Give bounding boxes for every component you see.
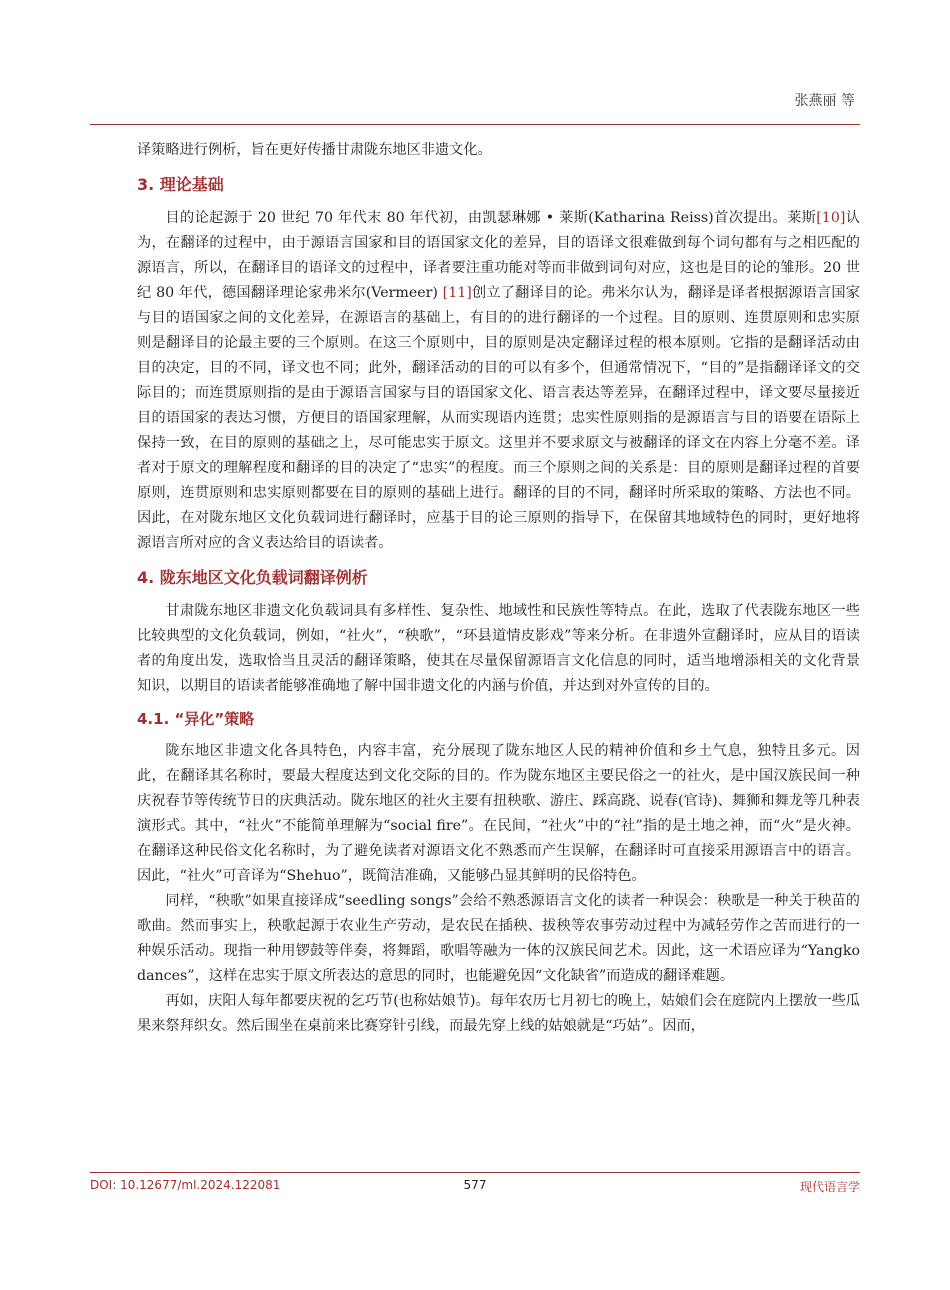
doi-link[interactable]: DOI: 10.12677/ml.2024.122081	[90, 1178, 281, 1192]
citation-link-11[interactable]: [11]	[442, 285, 472, 301]
paragraph-shehuo: 陇东地区非遗文化各具特色，内容丰富，充分展现了陇东地区人民的精神价值和乡土气息，独特且多元。因此，在翻译其名称时，要最大程度达到文化交际的目的。作为陇东地区主要民俗之一的社火，是中国汉族民间一种庆祝春节等传统节日的庆典活动。陇东地区的社火主要有扭秧歌、游庄、踩高跷、说春(官诗)、舞狮和舞龙等几种表演形式。其中，“社火”不能简单理解为“social fire”。在民间，“社火”中的“社”指的是土地之神，而“火”是火神。在翻译这种民俗文化名称时，为了避免读者对源语文化不熟悉而产生误解，在翻译时可直接采用源语言中的语言。因此，“社火”可音译为“Shehuo”，既简洁准确，又能够凸显其鲜明的民俗特色。	[137, 743, 860, 884]
section-heading-examples: 4. 陇东地区文化负载词翻译例析	[137, 568, 368, 587]
header-rule	[90, 124, 860, 125]
citation-link-10[interactable]: [10]	[816, 210, 846, 226]
paragraph-culture-words: 甘肃陇东地区非遗文化负载词具有多样性、复杂性、地域性和民族性等特点。在此，选取了代表陇东地区一些比较典型的文化负载词，例如，“社火”，“秧歌”，“环县道情皮影戏”等来分析。在非遗外宣翻译时，应从目的语读者的角度出发，选取恰当且灵活的翻译策略，使其在尽量保留源语言文化信息的同时，适当地增添相关的文化背景知识，以期目的语读者能够准确地了解中国非遗文化的内涵与价值，并达到对外宣传的目的。	[137, 603, 860, 694]
section-heading-theory: 3. 理论基础	[137, 175, 224, 194]
footer-rule	[90, 1172, 860, 1173]
paragraph-qiqiao: 再如，庆阳人每年都要庆祝的乞巧节(也称姑娘节)。每年农历七月初七的晚上，姑娘们会在庭院内上摆放一些瓜果来祭拜织女。然后围坐在桌前来比赛穿针引线，而最先穿上线的姑娘就是“巧姑”。因而，	[137, 993, 860, 1034]
subsection-heading-foreignization: 4.1. “异化”策略	[137, 710, 255, 728]
page-number: 577	[463, 1178, 487, 1192]
paragraph-continued: 译策略进行例析，旨在更好传播甘肃陇东地区非遗文化。	[137, 142, 492, 158]
journal-name[interactable]: 现代语言学	[799, 1180, 860, 1194]
paragraph-text: 目的论起源于 20 世纪 70 年代末 80 年代初，由凯瑟琳娜 • 莱斯(Katharina Reiss)首次提出。莱斯	[165, 210, 817, 226]
paragraph-skopos-theory	[137, 206, 860, 556]
article-body	[137, 138, 860, 1039]
header-author: 张燕丽 等	[794, 93, 855, 109]
paragraph-text: 创立了翻译目的论。弗米尔认为，翻译是译者根据源语言国家与目的语国家之间的文化差异，在源语言的基础上，有目的的进行翻译的一个过程。目的原则、连贯原则和忠实原则是翻译目的论最主要的三个原则。在这三个原则中，目的原则是决定翻译过程的根本原则。它指的是翻译活动由目的决定，目的不同，译文也不同；此外，翻译活动的目的可以有多个，但通常情况下，“目的”是指翻译译文的交际目的；而连贯原则指的是由于源语言国家与目的语国家文化、语言表达等差异，在翻译过程中，译文要尽量接近目的语国家的表达习惯，方便目的语国家理解，从而实现语内连贯；忠实性原则指的是源语言与目的语要在语际上保持一致，在目的原则的基础之上，尽可能忠实于原文。这里并不要求原文与被翻译的译文在内容上分毫不差。译者对于原文的理解程度和翻译的目的决定了“忠实”的程度。而三个原则之间的关系是：目的原则是翻译过程的首要原则，连贯原则和忠实原则都要在目的原则的基础上进行。翻译的目的不同，翻译时所采取的策略、方法也不同。因此，在对陇东地区文化负载词进行翻译时，应基于目的论三原则的指导下，在保留其地域特色的同时，更好地将源语言所对应的含义表达给目的语读者。	[137, 285, 860, 551]
paragraph-text: 认为，在翻译的过程中，由于源语言国家和目的语国家文化的差异，目的语译文很难做到每个词句都有与之相匹配的源语言，所以，在翻译目的语译文的过程中，译者要注重功能对等而非做到词句对应，这也是目的论的雏形。20 世纪 80 年代，德国翻译理论家弗米尔(Vermeer)	[137, 210, 860, 301]
paragraph-yangko: 同样，“秧歌”如果直接译成“seedling songs”会给不熟悉源语言文化的读者一种误会：秧歌是一种关于秧苗的歌曲。然而事实上，秧歌起源于农业生产劳动，是农民在插秧、拔秧等农事劳动过程中为减轻劳作之苦而进行的一种娱乐活动。现指一种用锣鼓等伴奏，将舞蹈，歌唱等融为一体的汉族民间艺术。因此，这一术语应译为“Yangko dances”，这样在忠实于原文所表达的意思的同时，也能避免因“文化缺省”而造成的翻译难题。	[137, 893, 860, 984]
